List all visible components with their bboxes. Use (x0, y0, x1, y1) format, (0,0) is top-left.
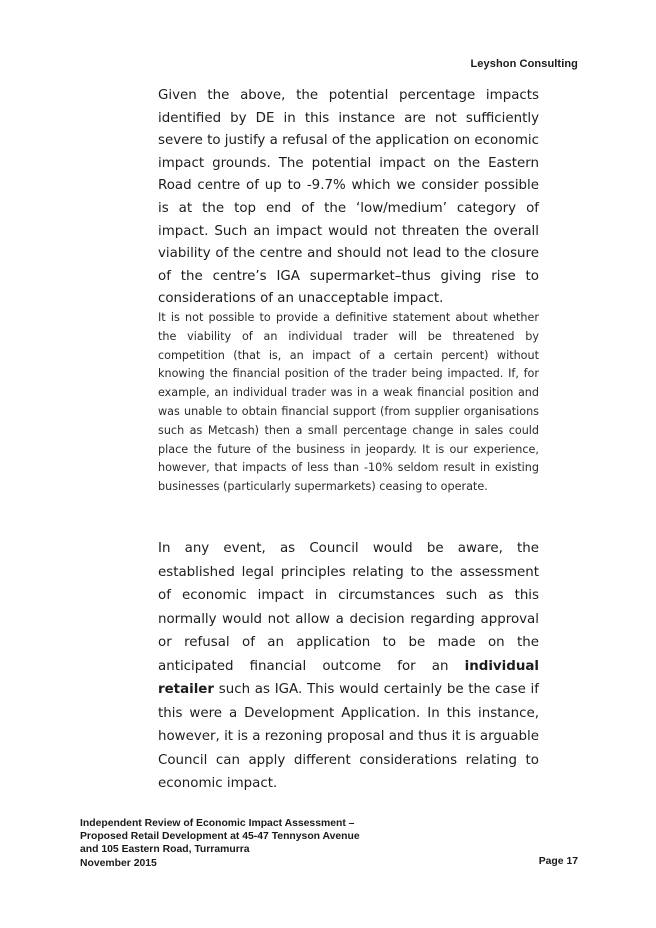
paragraph-text: such as IGA. This would certainly be the case if this were a Development Application. In this instance, however, it is a rezoning proposal and thus it is arguable Council can apply different considerations relating to economic impact. (158, 682, 539, 791)
footer-line: and 105 Eastern Road, Turramurra (80, 844, 250, 856)
footer-document-info (80, 817, 360, 870)
paragraph-trader-viability-note: It is not possible to provide a definitive statement about whether the viability of an individual trader will be threatened by competition (that is, an impact of a certain percent) without knowing the financial position of the trader being impacted. If, for example, an individual trader was in a weak financial position and was unable to obtain financial support (from supplier organisations such as Metcash) then a small percentage change in sales could place the future of the business in jeopardy. It is our experience, however, that impacts of less than -10% seldom result in existing businesses (particularly supermarkets) ceasing to operate. (158, 311, 539, 494)
bold-phrase-individual-retailer: individual retailer (158, 658, 539, 697)
footer-line: November 2015 (80, 857, 157, 869)
footer-line: Independent Review of Economic Impact Assessment – (80, 818, 355, 829)
paragraph-text: In any event, as Council would be aware, the established legal principles relating to the assessment of economic impact in circumstances such as this normally would not allow a decision regarding approval or refusal of an application to be made on the anticipated financial outcome for an (158, 541, 539, 674)
running-header: Leyshon Consulting (470, 58, 578, 70)
paragraph-viability-conclusion: Given the above, the potential percentage impacts identified by DE in this instance are not sufficiently severe to justify a refusal of the application on economic impact grounds. The potential impact on the Eastern Road centre of up to -9.7% which we consider possible is at the top end of the ‘low/medium’ category of impact. Such an impact would not threaten the overall viability of the centre and should not lead to the closure of the centre’s IGA supermarket–thus giving rise to considerations of an unacceptable impact. (158, 88, 539, 307)
footer-line: Proposed Retail Development at 45-47 Tennyson Avenue (80, 831, 360, 843)
paragraph-legal-principles (158, 537, 539, 796)
page-number: Page 17 (538, 856, 578, 867)
